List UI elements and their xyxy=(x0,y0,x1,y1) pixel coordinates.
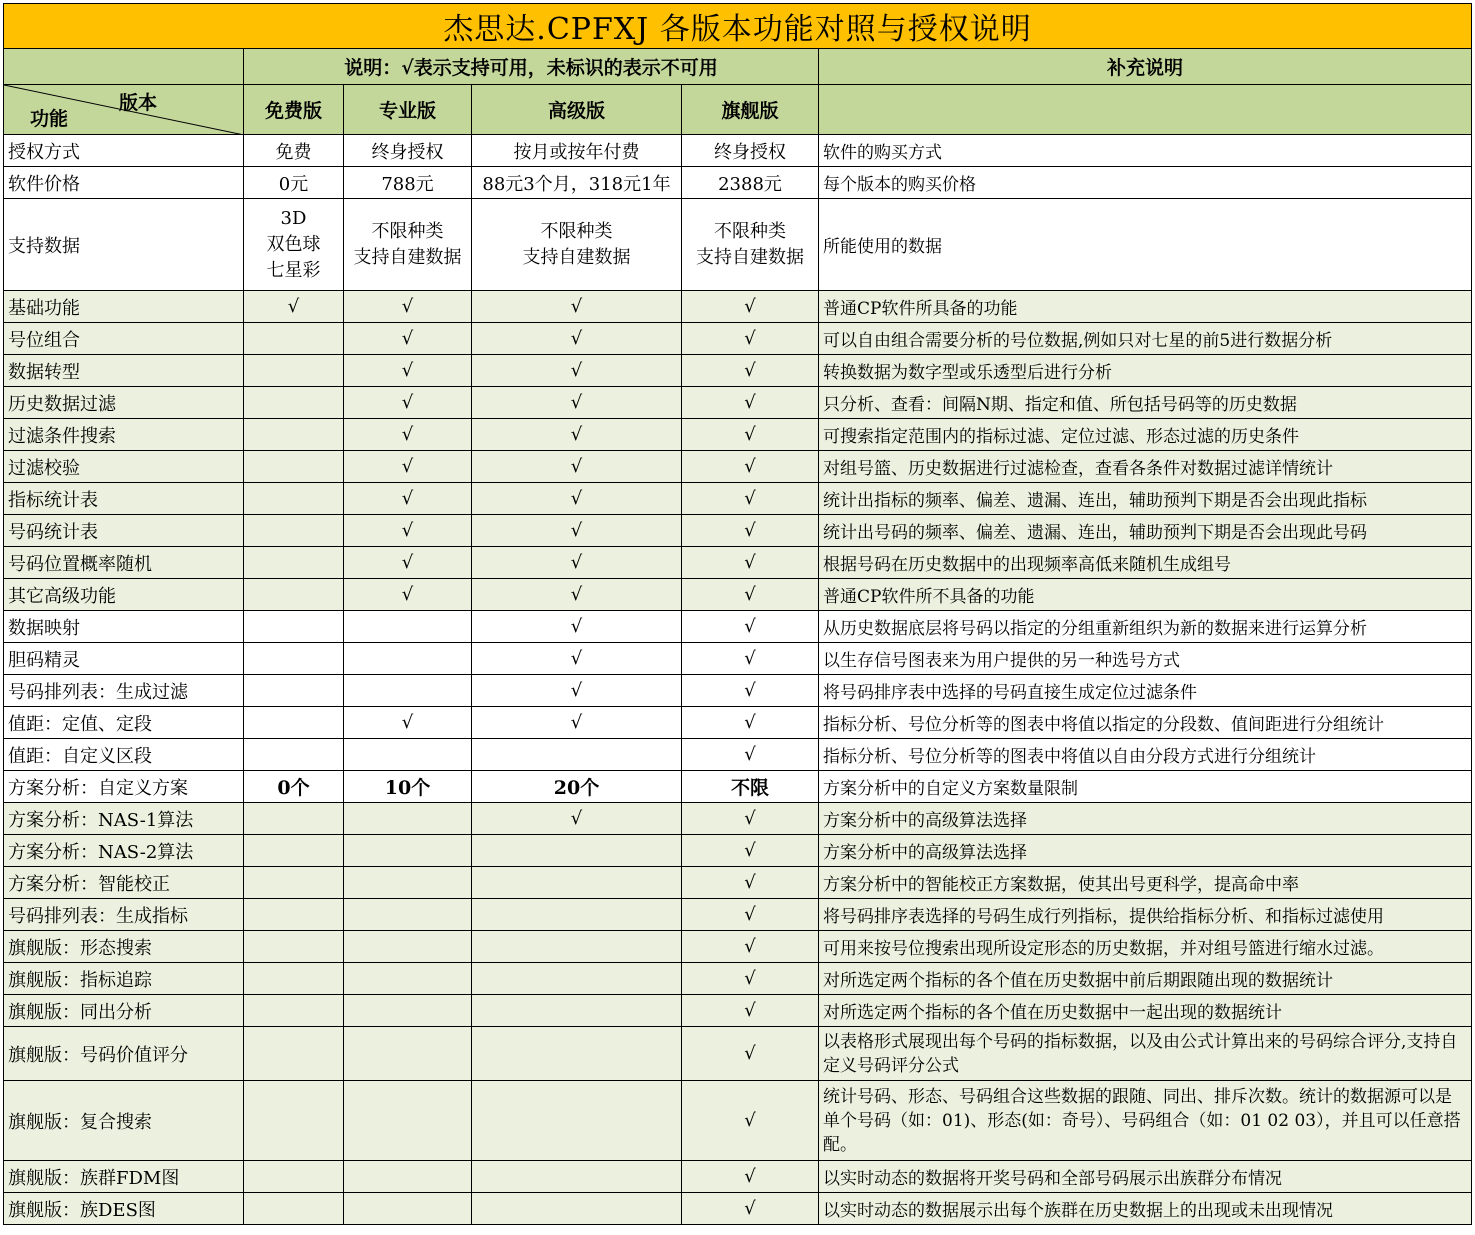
supplement-note-cell: 可用来按号位搜索出现所设定形态的历史数据，并对组号篮进行缩水过滤。 xyxy=(819,931,1472,963)
edition-cell: √ xyxy=(682,611,819,643)
edition-cell xyxy=(344,1081,472,1161)
edition-cell xyxy=(244,643,344,675)
edition-header-pro: 专业版 xyxy=(344,85,472,135)
corner-header xyxy=(4,85,244,135)
supplement-note-cell: 从历史数据底层将号码以指定的分组重新组织为新的数据来进行运算分析 xyxy=(819,611,1472,643)
table-row xyxy=(4,387,1472,419)
edition-comparison-table xyxy=(3,3,1472,1225)
edition-cell xyxy=(244,451,344,483)
table-row xyxy=(4,803,1472,835)
table-row xyxy=(4,515,1472,547)
edition-cell: √ xyxy=(682,803,819,835)
corner-version-label: 版本 xyxy=(118,92,157,114)
feature-cell: 号码排列表：生成过滤 xyxy=(4,675,244,707)
table-row xyxy=(4,611,1472,643)
edition-cell: √ xyxy=(682,931,819,963)
table-row xyxy=(4,643,1472,675)
feature-cell: 号码统计表 xyxy=(4,515,244,547)
table-row xyxy=(4,931,1472,963)
supplement-note-cell: 转换数据为数字型或乐透型后进行分析 xyxy=(819,355,1472,387)
feature-cell: 支持数据 xyxy=(4,199,244,291)
edition-cell: √ xyxy=(682,579,819,611)
edition-cell: 不限种类 支持自建数据 xyxy=(344,199,472,291)
edition-cell: √ xyxy=(344,579,472,611)
edition-cell xyxy=(244,739,344,771)
edition-cell xyxy=(244,355,344,387)
supplement-note-cell: 根据号码在历史数据中的出现频率高低来随机生成组号 xyxy=(819,547,1472,579)
edition-cell xyxy=(344,1027,472,1081)
edition-cell: √ xyxy=(472,419,682,451)
edition-cell: 3D 双色球 七星彩 xyxy=(244,199,344,291)
edition-cell: 10个 xyxy=(344,771,472,803)
edition-cell xyxy=(244,1161,344,1193)
supplement-header: 补充说明 xyxy=(819,49,1472,85)
edition-cell: √ xyxy=(344,515,472,547)
supplement-note-cell: 指标分析、号位分析等的图表中将值以自由分段方式进行分组统计 xyxy=(819,739,1472,771)
edition-cell: 终身授权 xyxy=(344,135,472,167)
edition-cell xyxy=(344,611,472,643)
supplement-note-cell: 以生存信号图表来为用户提供的另一种选号方式 xyxy=(819,643,1472,675)
feature-cell: 旗舰版：复合搜索 xyxy=(4,1081,244,1161)
edition-cell: 0个 xyxy=(244,771,344,803)
table-row xyxy=(4,483,1472,515)
supplement-blank-cell xyxy=(819,85,1472,135)
edition-cell xyxy=(244,611,344,643)
table-row xyxy=(4,995,1472,1027)
edition-cell: 20个 xyxy=(472,771,682,803)
edition-cell xyxy=(244,867,344,899)
supplement-note-cell: 将号码排序表中选择的号码直接生成定位过滤条件 xyxy=(819,675,1472,707)
feature-cell: 其它高级功能 xyxy=(4,579,244,611)
supplement-note-cell: 可以自由组合需要分析的号位数据,例如只对七星的前5进行数据分析 xyxy=(819,323,1472,355)
feature-cell: 旗舰版：族DES图 xyxy=(4,1193,244,1225)
edition-cell: 不限 xyxy=(682,771,819,803)
edition-cell xyxy=(244,547,344,579)
edition-cell xyxy=(344,835,472,867)
supplement-note-cell: 方案分析中的智能校正方案数据，使其出号更科学，提高命中率 xyxy=(819,867,1472,899)
edition-cell xyxy=(344,931,472,963)
edition-cell: √ xyxy=(682,1193,819,1225)
edition-cell: √ xyxy=(682,355,819,387)
edition-cell xyxy=(344,739,472,771)
edition-header-free: 免费版 xyxy=(244,85,344,135)
supplement-note-cell: 所能使用的数据 xyxy=(819,199,1472,291)
edition-cell: √ xyxy=(472,451,682,483)
feature-cell: 旗舰版：族群FDM图 xyxy=(4,1161,244,1193)
table-row xyxy=(4,419,1472,451)
feature-cell: 方案分析：NAS-2算法 xyxy=(4,835,244,867)
legend-note: 说明：√表示支持可用，未标识的表示不可用 xyxy=(244,49,819,85)
feature-cell: 指标统计表 xyxy=(4,483,244,515)
edition-cell: √ xyxy=(472,387,682,419)
supplement-note-cell: 可搜索指定范围内的指标过滤、定位过滤、形态过滤的历史条件 xyxy=(819,419,1472,451)
table-row xyxy=(4,707,1472,739)
table-row xyxy=(4,963,1472,995)
table-row xyxy=(4,135,1472,167)
supplement-note-cell: 统计出号码的频率、偏差、遗漏、连出，辅助预判下期是否会出现此号码 xyxy=(819,515,1472,547)
edition-cell: √ xyxy=(682,643,819,675)
feature-cell: 基础功能 xyxy=(4,291,244,323)
edition-cell xyxy=(244,803,344,835)
edition-cell: √ xyxy=(682,995,819,1027)
edition-cell xyxy=(344,675,472,707)
edition-cell xyxy=(472,899,682,931)
feature-cell: 过滤校验 xyxy=(4,451,244,483)
corner-feature-label: 功能 xyxy=(30,108,69,130)
edition-cell: √ xyxy=(472,323,682,355)
edition-cell: √ xyxy=(472,707,682,739)
edition-cell: √ xyxy=(472,579,682,611)
edition-cell: √ xyxy=(682,835,819,867)
supplement-note-cell: 以表格形式展现出每个号码的指标数据，以及由公式计算出来的号码综合评分,支持自定义号码评分公式 xyxy=(819,1027,1472,1081)
edition-cell xyxy=(244,419,344,451)
edition-cell: √ xyxy=(344,355,472,387)
edition-cell: √ xyxy=(682,867,819,899)
edition-cell: 免费 xyxy=(244,135,344,167)
table-row xyxy=(4,323,1472,355)
page-title: 杰思达.CPFXJ 各版本功能对照与授权说明 xyxy=(4,4,1472,49)
edition-cell: 按月或按年付费 xyxy=(472,135,682,167)
supplement-note-cell: 将号码排序表选择的号码生成行列指标，提供给指标分析、和指标过滤使用 xyxy=(819,899,1472,931)
table-row xyxy=(4,355,1472,387)
supplement-note-cell: 对所选定两个指标的各个值在历史数据中前后期跟随出现的数据统计 xyxy=(819,963,1472,995)
edition-cell xyxy=(244,931,344,963)
supplement-note-cell: 每个版本的购买价格 xyxy=(819,167,1472,199)
table-row xyxy=(4,547,1472,579)
edition-cell xyxy=(344,867,472,899)
table-row xyxy=(4,675,1472,707)
supplement-note-cell: 方案分析中的自定义方案数量限制 xyxy=(819,771,1472,803)
edition-header-advanced: 高级版 xyxy=(472,85,682,135)
table-row xyxy=(4,1027,1472,1081)
edition-cell: √ xyxy=(682,739,819,771)
edition-cell xyxy=(472,1161,682,1193)
edition-cell: √ xyxy=(344,387,472,419)
edition-cell: √ xyxy=(682,675,819,707)
table-row xyxy=(4,291,1472,323)
edition-cell: √ xyxy=(682,1081,819,1161)
feature-cell: 软件价格 xyxy=(4,167,244,199)
supplement-note-cell: 方案分析中的高级算法选择 xyxy=(819,835,1472,867)
feature-cell: 胆码精灵 xyxy=(4,643,244,675)
edition-cell: √ xyxy=(472,611,682,643)
edition-cell xyxy=(244,515,344,547)
edition-cell xyxy=(344,995,472,1027)
supplement-note-cell: 指标分析、号位分析等的图表中将值以指定的分段数、值间距进行分组统计 xyxy=(819,707,1472,739)
edition-cell xyxy=(472,931,682,963)
feature-cell: 数据转型 xyxy=(4,355,244,387)
supplement-note-cell: 以实时动态的数据将开奖号码和全部号码展示出族群分布情况 xyxy=(819,1161,1472,1193)
feature-cell: 号码排列表：生成指标 xyxy=(4,899,244,931)
supplement-note-cell: 以实时动态的数据展示出每个族群在历史数据上的出现或未出现情况 xyxy=(819,1193,1472,1225)
edition-cell: 0元 xyxy=(244,167,344,199)
edition-cell xyxy=(472,739,682,771)
feature-cell: 历史数据过滤 xyxy=(4,387,244,419)
feature-cell: 旗舰版：同出分析 xyxy=(4,995,244,1027)
edition-cell: √ xyxy=(344,451,472,483)
table-row xyxy=(4,771,1472,803)
edition-cell xyxy=(344,899,472,931)
edition-cell xyxy=(472,835,682,867)
edition-cell xyxy=(244,387,344,419)
edition-cell: √ xyxy=(682,387,819,419)
feature-cell: 号位组合 xyxy=(4,323,244,355)
supplement-note-cell: 对所选定两个指标的各个值在历史数据中一起出现的数据统计 xyxy=(819,995,1472,1027)
edition-cell: √ xyxy=(682,707,819,739)
table-row xyxy=(4,867,1472,899)
feature-cell: 方案分析：自定义方案 xyxy=(4,771,244,803)
edition-cell: √ xyxy=(472,515,682,547)
edition-cell: 788元 xyxy=(344,167,472,199)
edition-cell xyxy=(472,867,682,899)
supplement-note-cell: 统计号码、形态、号码组合这些数据的跟随、同出、排斥次数。统计的数据源可以是单个号码（如：01)、形态(如：奇号）、号码组合（如：01 02 03），并且可以任意搭配。 xyxy=(819,1081,1472,1161)
feature-cell: 方案分析：智能校正 xyxy=(4,867,244,899)
edition-cell: √ xyxy=(344,483,472,515)
edition-cell xyxy=(244,579,344,611)
edition-cell: √ xyxy=(682,483,819,515)
header-blank-cell xyxy=(4,49,244,85)
edition-cell: √ xyxy=(344,323,472,355)
edition-cell xyxy=(244,707,344,739)
edition-cell xyxy=(472,1027,682,1081)
edition-cell: √ xyxy=(682,1027,819,1081)
edition-cell xyxy=(244,1193,344,1225)
edition-cell: √ xyxy=(472,675,682,707)
table-row xyxy=(4,579,1472,611)
edition-cell xyxy=(244,1027,344,1081)
supplement-note-cell: 软件的购买方式 xyxy=(819,135,1472,167)
edition-cell xyxy=(244,899,344,931)
table-row xyxy=(4,1193,1472,1225)
table-row xyxy=(4,835,1472,867)
edition-cell: √ xyxy=(472,643,682,675)
feature-cell: 数据映射 xyxy=(4,611,244,643)
edition-cell: √ xyxy=(472,291,682,323)
edition-cell: √ xyxy=(344,707,472,739)
edition-cell: √ xyxy=(472,355,682,387)
edition-cell xyxy=(472,1081,682,1161)
edition-cell: √ xyxy=(682,419,819,451)
edition-cell: √ xyxy=(344,419,472,451)
edition-cell xyxy=(244,963,344,995)
feature-cell: 方案分析：NAS-1算法 xyxy=(4,803,244,835)
table-row xyxy=(4,199,1472,291)
edition-cell xyxy=(344,963,472,995)
edition-cell: √ xyxy=(682,899,819,931)
edition-cell: 不限种类 支持自建数据 xyxy=(682,199,819,291)
edition-cell xyxy=(244,995,344,1027)
edition-cell: √ xyxy=(472,483,682,515)
edition-cell: √ xyxy=(244,291,344,323)
supplement-note-cell: 普通CP软件所具备的功能 xyxy=(819,291,1472,323)
edition-cell: √ xyxy=(682,963,819,995)
feature-cell: 过滤条件搜索 xyxy=(4,419,244,451)
edition-cell: √ xyxy=(682,291,819,323)
edition-cell xyxy=(344,643,472,675)
edition-cell xyxy=(244,1081,344,1161)
edition-cell xyxy=(244,323,344,355)
edition-cell: √ xyxy=(344,291,472,323)
edition-cell xyxy=(344,1161,472,1193)
table-row xyxy=(4,451,1472,483)
feature-cell: 旗舰版：指标追踪 xyxy=(4,963,244,995)
edition-cell: 终身授权 xyxy=(682,135,819,167)
edition-cell xyxy=(244,675,344,707)
table-row xyxy=(4,739,1472,771)
edition-cell: 2388元 xyxy=(682,167,819,199)
supplement-note-cell: 方案分析中的高级算法选择 xyxy=(819,803,1472,835)
table-row xyxy=(4,1161,1472,1193)
table-row xyxy=(4,899,1472,931)
edition-cell: 88元3个月，318元1年 xyxy=(472,167,682,199)
edition-cell: √ xyxy=(472,803,682,835)
feature-cell: 授权方式 xyxy=(4,135,244,167)
edition-cell xyxy=(244,835,344,867)
edition-cell: √ xyxy=(472,547,682,579)
edition-cell: √ xyxy=(682,323,819,355)
edition-cell xyxy=(472,963,682,995)
edition-cell: √ xyxy=(682,515,819,547)
table-row xyxy=(4,167,1472,199)
feature-cell: 值距：定值、定段 xyxy=(4,707,244,739)
edition-header-flagship: 旗舰版 xyxy=(682,85,819,135)
edition-cell: √ xyxy=(682,451,819,483)
edition-cell: √ xyxy=(682,547,819,579)
feature-cell: 号码位置概率随机 xyxy=(4,547,244,579)
table-row xyxy=(4,1081,1472,1161)
supplement-note-cell: 统计出指标的频率、偏差、遗漏、连出，辅助预判下期是否会出现此指标 xyxy=(819,483,1472,515)
feature-cell: 旗舰版：形态搜索 xyxy=(4,931,244,963)
edition-cell: √ xyxy=(344,547,472,579)
edition-cell xyxy=(472,995,682,1027)
supplement-note-cell: 普通CP软件所不具备的功能 xyxy=(819,579,1472,611)
feature-cell: 值距：自定义区段 xyxy=(4,739,244,771)
edition-cell xyxy=(472,1193,682,1225)
feature-cell: 旗舰版：号码价值评分 xyxy=(4,1027,244,1081)
edition-cell xyxy=(244,483,344,515)
edition-cell: √ xyxy=(682,1161,819,1193)
supplement-note-cell: 对组号篮、历史数据进行过滤检查，查看各条件对数据过滤详情统计 xyxy=(819,451,1472,483)
edition-cell xyxy=(344,803,472,835)
edition-cell xyxy=(344,1193,472,1225)
edition-cell: 不限种类 支持自建数据 xyxy=(472,199,682,291)
supplement-note-cell: 只分析、查看：间隔N期、指定和值、所包括号码等的历史数据 xyxy=(819,387,1472,419)
